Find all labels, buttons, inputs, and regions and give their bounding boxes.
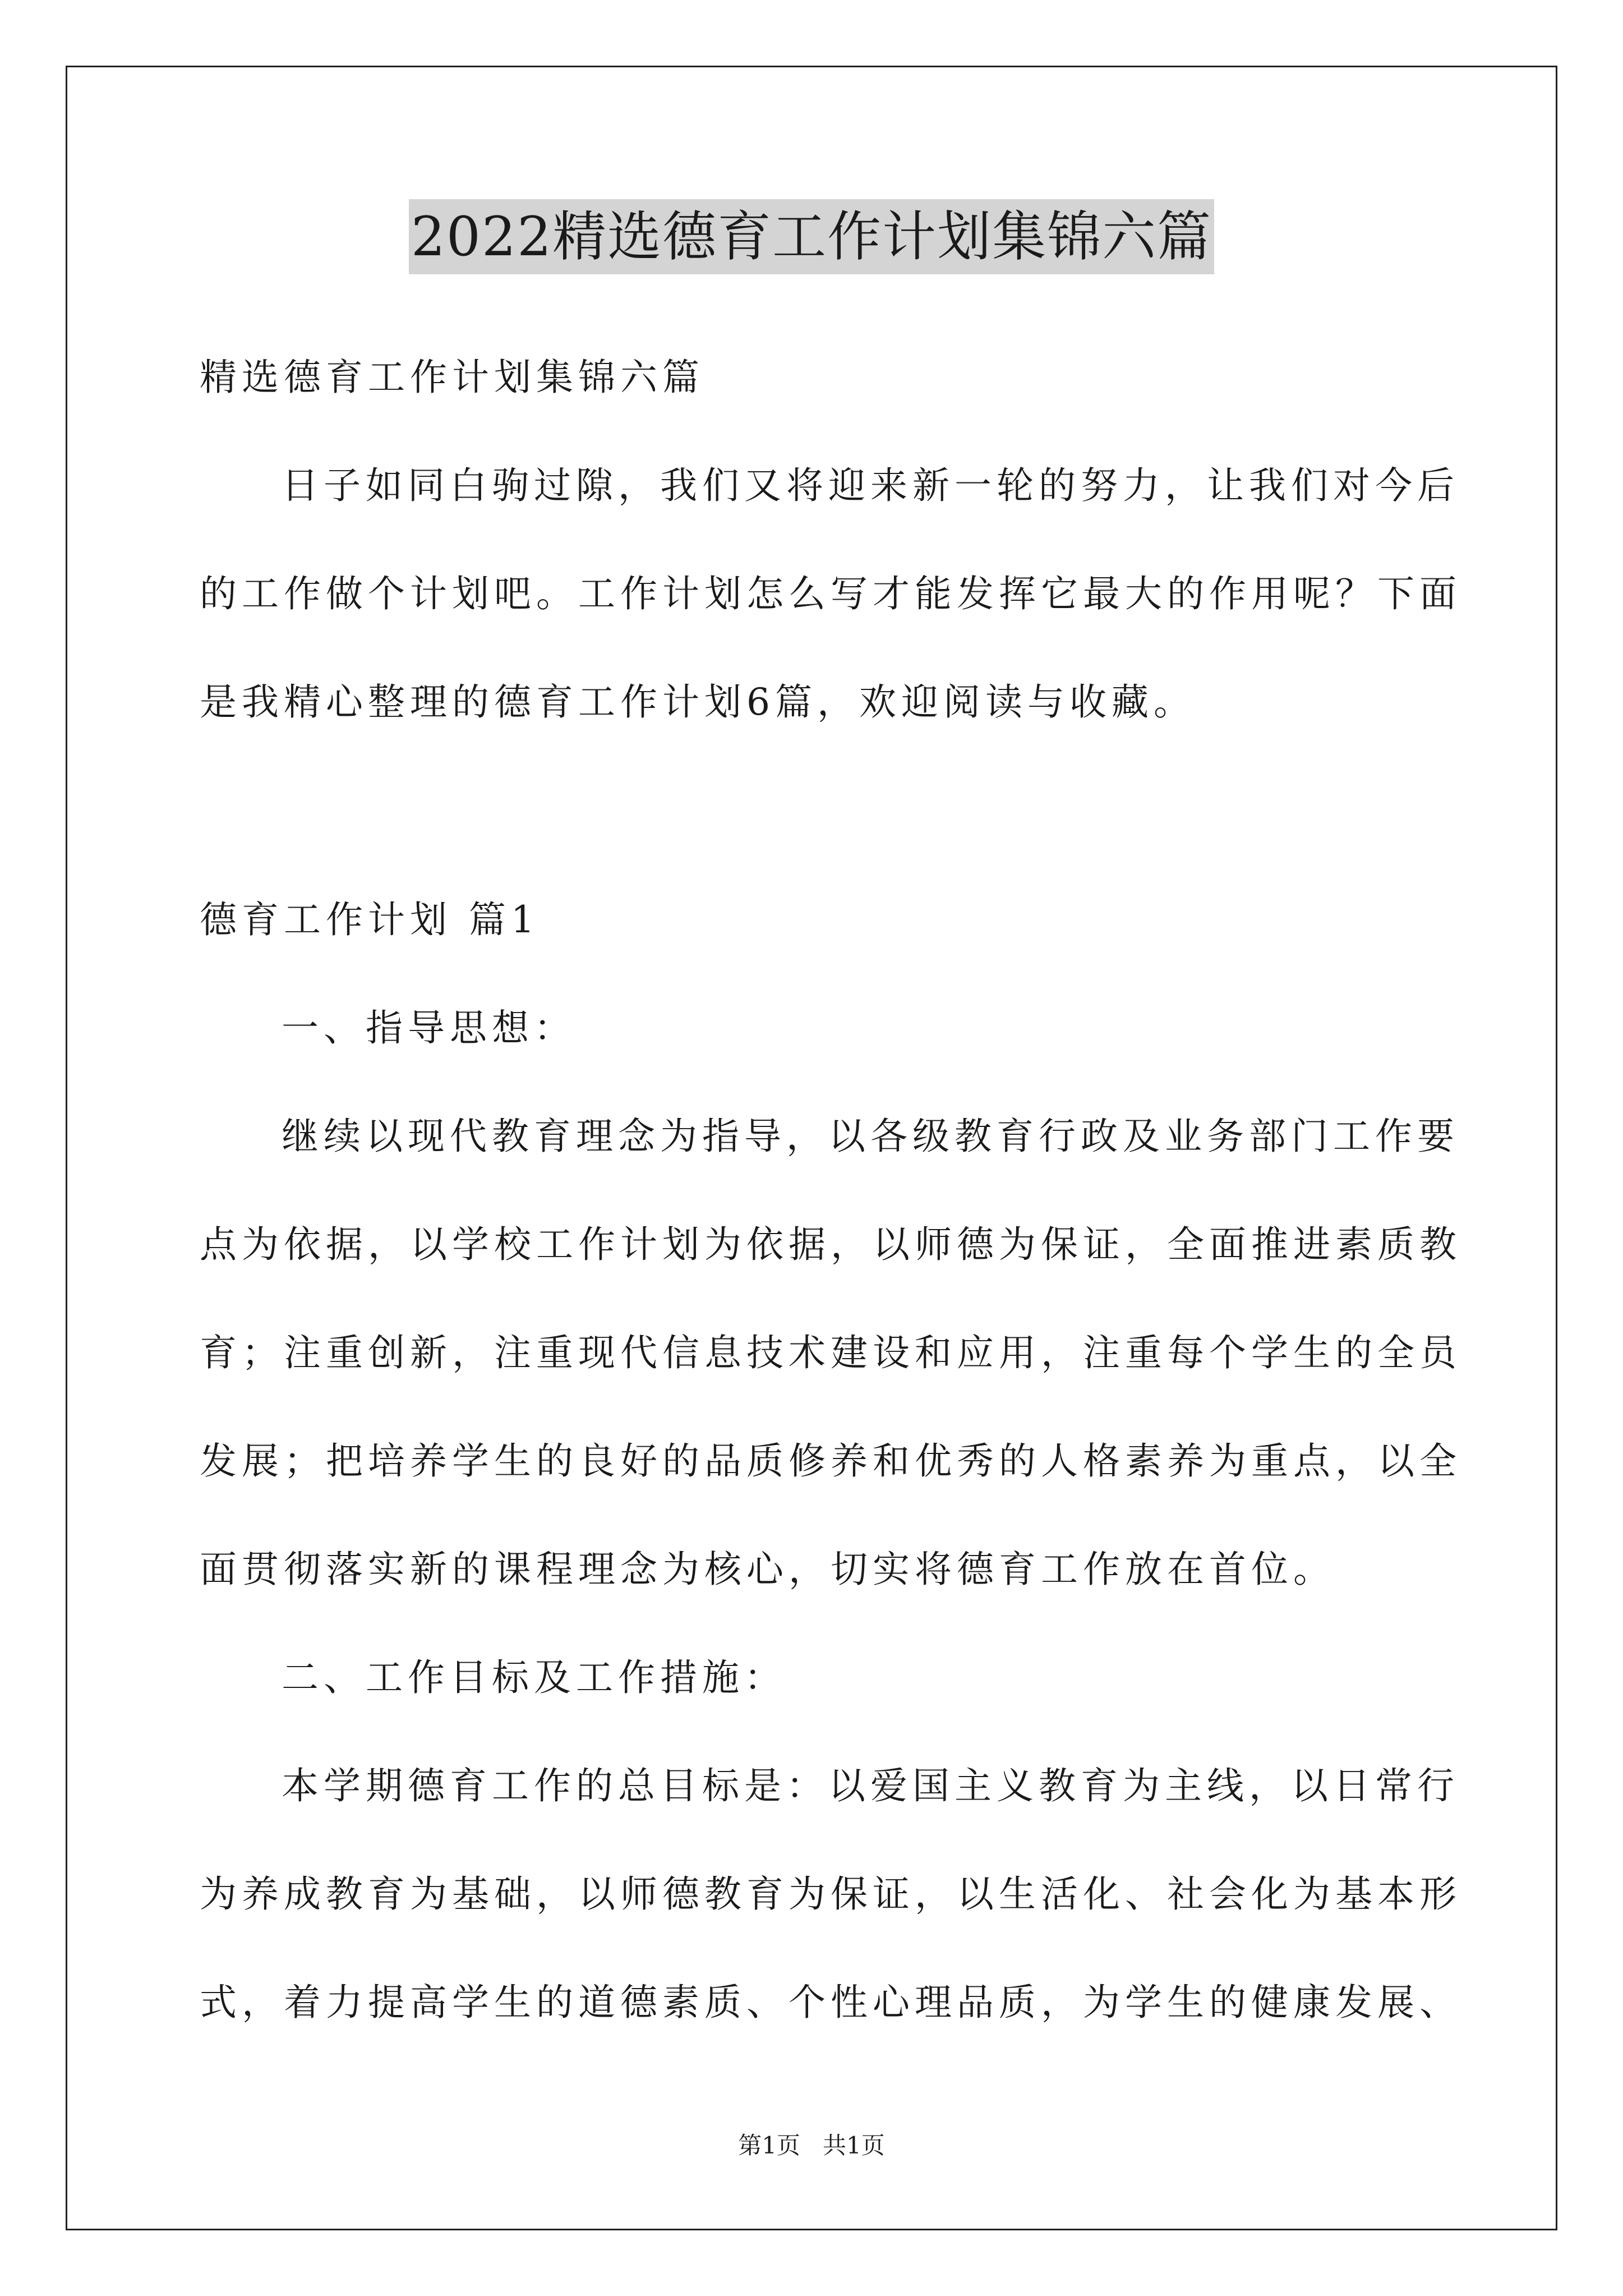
paragraph-line: 发展；把培养学生的良好的品质修养和优秀的人格素养为重点，以全 (200, 1439, 1461, 1483)
document-title: 2022精选德育工作计划集锦六篇 (409, 199, 1214, 274)
paragraph-line: 本学期德育工作的总目标是：以爱国主义教育为主线，以日常行 (282, 1764, 1459, 1807)
section-heading: 德育工作计划 篇1 (200, 898, 540, 941)
paragraph-line: 继续以现代教育理念为指导，以各级教育行政及业务部门工作要 (282, 1115, 1459, 1158)
document-subtitle: 精选德育工作计划集锦六篇 (200, 356, 704, 399)
paragraph-line: 育；注重创新，注重现代信息技术建设和应用，注重每个学生的全员 (200, 1331, 1461, 1374)
paragraph-line: 点为依据，以学校工作计划为依据，以师德为保证，全面推进素质教 (200, 1223, 1461, 1266)
intro-line: 是我精心整理的德育工作计划6篇，欢迎阅读与收藏。 (200, 680, 1196, 724)
intro-line: 日子如同白驹过隙，我们又将迎来新一轮的努力，让我们对今后 (282, 464, 1459, 507)
paragraph-line: 面贯彻落实新的课程理念为核心，切实将德育工作放在首位。 (200, 1548, 1335, 1591)
title-container (0, 199, 1623, 274)
heading-work-goals: 二、工作目标及工作措施： (282, 1656, 786, 1699)
heading-guiding-ideology: 一、指导思想： (282, 1006, 576, 1050)
page-footer: 第1页 共1页 (738, 2132, 885, 2159)
paragraph-line: 式，着力提高学生的道德素质、个性心理品质，为学生的健康发展、 (200, 1981, 1461, 2024)
intro-line: 的工作做个计划吧。工作计划怎么写才能发挥它最大的作用呢？下面 (200, 572, 1461, 615)
paragraph-line: 为养成教育为基础，以师德教育为保证，以生活化、社会化为基本形 (200, 1872, 1461, 1916)
